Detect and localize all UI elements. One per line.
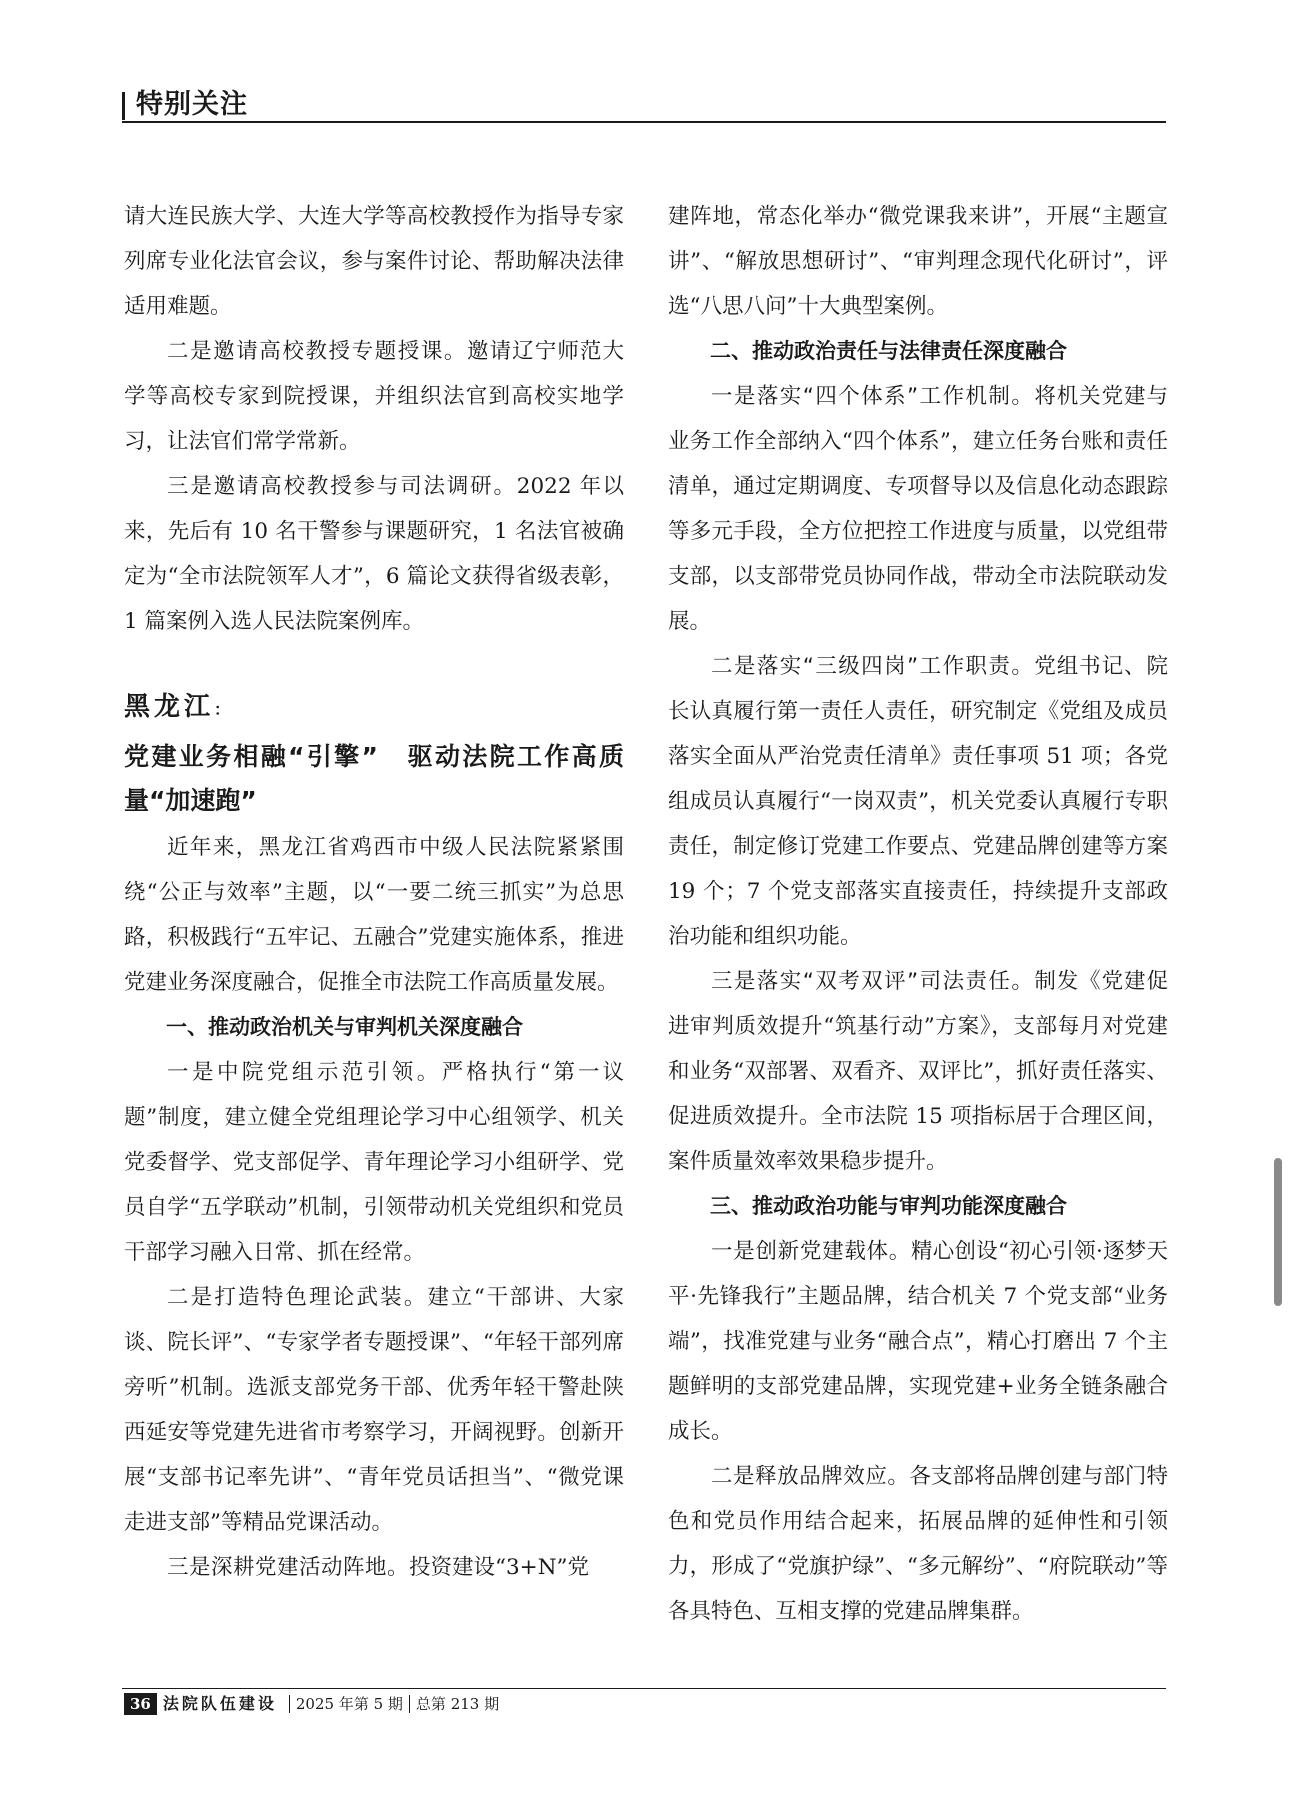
- section-heading: 二、推动政治责任与法律责任深度融合: [710, 339, 1067, 363]
- paragraph: [124, 1050, 624, 1275]
- paragraph: [668, 1454, 1168, 1634]
- article-title: 党建业务相融“引擎” 驱动法院工作高质量“加速跑”: [124, 742, 624, 815]
- footer-rule: [122, 1688, 1166, 1689]
- paragraph-text: 将机关党建与业务工作全部纳入“四个体系”，建立任务台账和责任清单，通过定期调度、专项督导以及信息化动态跟踪等多元手段，全方位把控工作进度与质量，以党组带支部，以支部带党员协同作战，带动全市法院联动发展。: [668, 384, 1168, 634]
- paragraph: [668, 194, 1168, 329]
- paragraph: [668, 1229, 1168, 1454]
- paragraph-lead: 二是打造特色理论武装。: [167, 1285, 428, 1310]
- page-footer: [124, 1691, 499, 1717]
- paragraph: [124, 329, 624, 464]
- paragraph: [124, 1545, 624, 1590]
- paragraph-text: 制发《党建促进审判质效提升“筑基行动”方案》，支部每月对党建和业务“双部署、双看齐、双评比”，抓好责任落实、促进质效提升。全市法院 15 项指标居于合理区间，案件质量效率效果稳步提升。: [668, 969, 1168, 1174]
- paragraph-lead: 三是落实“双考双评”司法责任。: [711, 969, 1035, 994]
- right-column-body: [668, 194, 1168, 1634]
- section-heading: 三、推动政治功能与审判功能深度融合: [710, 1194, 1067, 1218]
- paragraph-text: 请大连民族大学、大连大学等高校教授作为指导专家列席专业化法官会议，参与案件讨论、帮助解决法律适用难题。: [124, 204, 624, 319]
- region-name: 黑龙江: [124, 692, 215, 722]
- total-issue-label: 总第 213 期: [415, 1695, 500, 1713]
- paragraph-text: 各支部将品牌创建与部门特色和党员作用结合起来，拓展品牌的延伸性和引领力，形成了“党旗护绿”、“多元解纷”、“府院联动”等各具特色、互相支撑的党建品牌集群。: [668, 1464, 1168, 1624]
- section-title: 特别关注: [136, 89, 248, 120]
- paragraph: [124, 194, 624, 329]
- paragraph-lead: 二是落实“三级四岗”工作职责。: [711, 654, 1035, 679]
- paragraph-text: 严格执行“第一议题”制度，建立健全党组理论学习中心组领学、机关党委督学、党支部促学、青年理论学习小组研学、党员自学“五学联动”机制，引领带动机关党组织和党员干部学习融入日常、抓在经常。: [124, 1060, 624, 1265]
- left-column-part-2: [124, 825, 624, 1590]
- left-column-part-1: [124, 194, 624, 644]
- paragraph: [124, 1275, 624, 1545]
- header-rule: [122, 121, 1166, 123]
- region-label: [124, 682, 624, 735]
- paragraph-lead: 一是创新党建载体。: [711, 1239, 911, 1264]
- page-number: 36: [124, 1693, 157, 1715]
- header-marker: [122, 92, 125, 120]
- paragraph-text: 精心创设“初心引领·逐梦天平·先锋我行”主题品牌，结合机关 7 个党支部“业务端”，找准党建与业务“融合点”，精心打磨出 7 个主题鲜明的支部党建品牌，实现党建+业务全链条融合成长。: [668, 1239, 1168, 1444]
- paragraph-lead: 三是邀请高校教授参与司法调研。: [167, 474, 517, 499]
- paragraph: [124, 464, 624, 644]
- paragraph-text: 邀请辽宁师范大学等高校专家到院授课，并组织法官到高校实地学习，让法官们常学常新。: [124, 339, 624, 454]
- issue-label: 2025 年第 5 期: [295, 1695, 403, 1713]
- paragraph-lead: 一是中院党组示范引领。: [167, 1060, 442, 1085]
- paragraph-text: 2022 年以来，先后有 10 名干警参与课题研究，1 名法官被确定为“全市法院领军人才”，6 篇论文获得省级表彰，1 篇案例入选人民法院案例库。: [124, 474, 624, 634]
- paragraph: [668, 374, 1168, 644]
- paragraph-text: 建立“干部讲、大家谈、院长评”、“专家学者专题授课”、“年轻干部列席旁听”机制。选派支部党务干部、优秀年轻干警赴陕西延安等党建先进省市考察学习，开阔视野。创新开展“支部书记率先讲”、“青年党员话担当”、“微党课走进支部”等精品党课活动。: [124, 1285, 624, 1535]
- footer-separator: [409, 1695, 410, 1713]
- paragraph-text: 近年来，黑龙江省鸡西市中级人民法院紧紧围绕“公正与效率”主题，以“一要二统三抓实”为总思路，积极践行“五牢记、五融合”党建实施体系，推进党建业务深度融合，促推全市法院工作高质量发展。: [124, 835, 624, 995]
- paragraph-text: 投资建设“3+N”党: [409, 1555, 590, 1580]
- paragraph-lead: 一是落实“四个体系”工作机制。: [711, 384, 1035, 409]
- right-column: [668, 194, 1168, 1634]
- paragraph-text: 建阵地，常态化举办“微党课我来讲”，开展“主题宣讲”、“解放思想研讨”、“审判理念现代化研讨”，评选“八思八问”十大典型案例。: [668, 204, 1168, 319]
- paragraph-lead: 三是深耕党建活动阵地。: [167, 1555, 410, 1580]
- section-header: [122, 88, 1166, 122]
- left-column: [124, 194, 624, 1590]
- journal-name: 法院队伍建设: [162, 1694, 277, 1713]
- section-heading: 一、推动政治机关与审判机关深度融合: [166, 1015, 523, 1039]
- scrollbar-thumb[interactable]: [1274, 1158, 1282, 1306]
- paragraph-lead: 二是释放品牌效应。: [711, 1464, 910, 1489]
- paragraph: [668, 644, 1168, 959]
- region-colon: ：: [214, 700, 231, 719]
- paragraph: [668, 959, 1168, 1184]
- paragraph-lead: 二是邀请高校教授专题授课。: [167, 339, 468, 364]
- footer-separator: [289, 1695, 290, 1713]
- paragraph-text: 党组书记、院长认真履行第一责任人责任，研究制定《党组及成员落实全面从严治党责任清单》责任事项 51 项；各党组成员认真履行“一岗双责”，机关党委认真履行专职责任，制定修订党建工作要点、党建品牌创建等方案 19 个；7 个党支部落实直接责任，持续提升支部政治功能和组织功能。: [668, 654, 1168, 949]
- paragraph: [124, 825, 624, 1005]
